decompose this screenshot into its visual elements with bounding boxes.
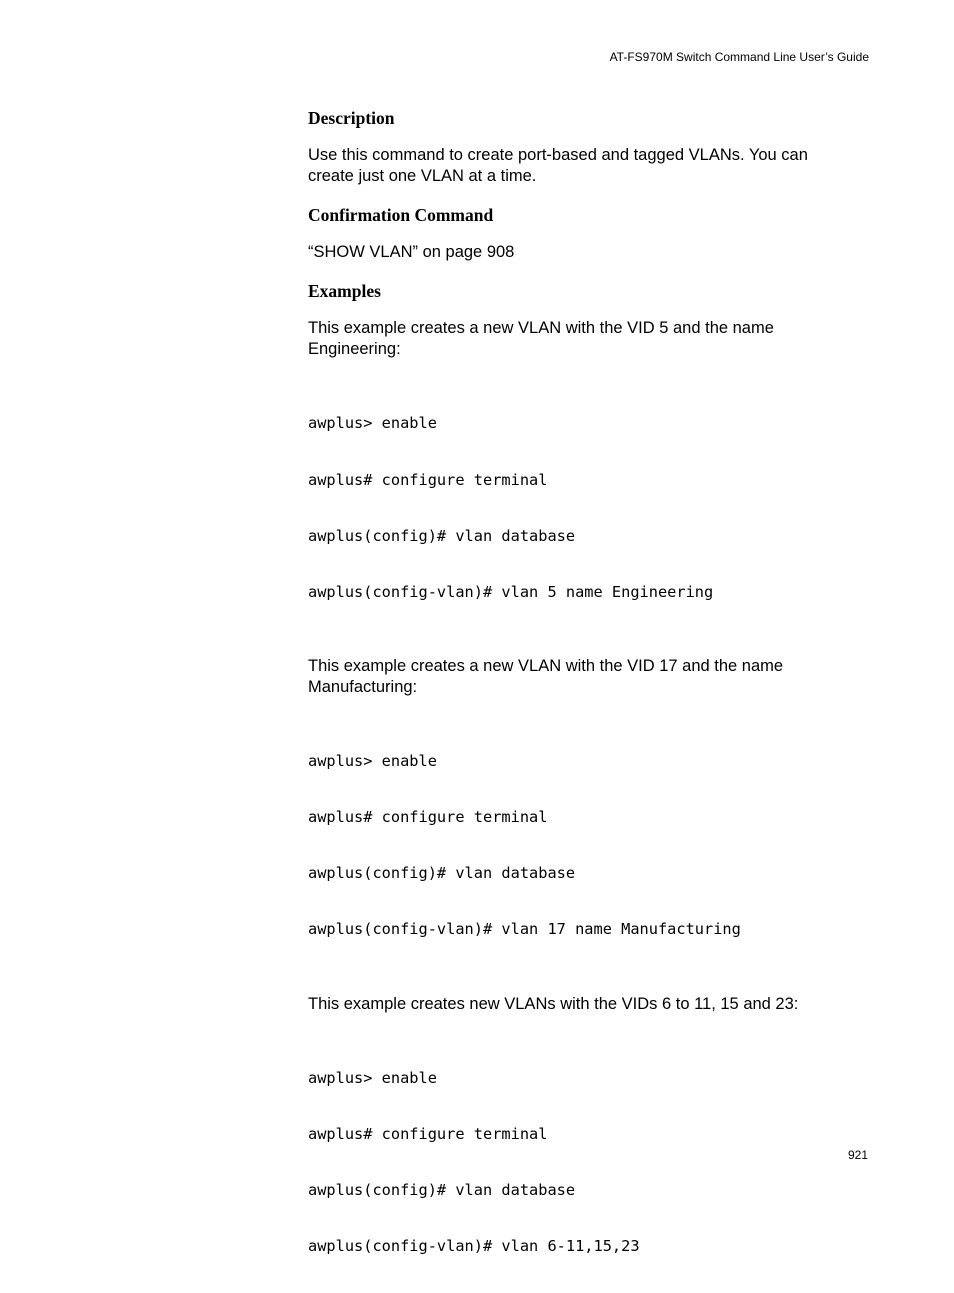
example-2-intro: This example creates a new VLAN with the VID 17 and the name Manufacturing:	[308, 656, 784, 696]
confirmation-heading: Confirmation Command	[308, 205, 494, 225]
example-1-intro: This example creates a new VLAN with the VID 5 and the name Engineering:	[308, 319, 774, 358]
code-line: awplus(config-vlan)# vlan 17 name Manufacturing	[308, 920, 741, 939]
example-3-code-block	[308, 1032, 848, 1293]
page-number: 921	[847, 1148, 868, 1162]
code-line: awplus> enable	[308, 752, 437, 771]
code-line: awplus> enable	[308, 1068, 437, 1087]
examples-heading: Examples	[308, 281, 381, 301]
example-3-intro: This example creates new VLANs with the VIDs 6 to 11, 15 and 23:	[308, 994, 799, 1013]
code-line: awplus(config)# vlan database	[308, 864, 576, 883]
confirmation-reference: “SHOW VLAN” on page 908	[308, 243, 515, 261]
example-1-code-block	[308, 377, 848, 639]
code-line: awplus# configure terminal	[308, 808, 548, 827]
code-line: awplus(config)# vlan database	[308, 526, 576, 545]
description-heading: Description	[308, 108, 395, 128]
code-line: awplus(config-vlan)# vlan 6-11,15,23	[308, 1237, 640, 1256]
description-text: Use this command to create port-based and tagged VLANs. You can create just one VLAN at a time.	[308, 146, 808, 185]
page-content	[308, 107, 848, 1293]
code-line: awplus(config-vlan)# vlan 5 name Engineering	[308, 582, 714, 601]
code-line: awplus> enable	[308, 414, 437, 433]
example-2-code-block	[308, 715, 848, 977]
code-line: awplus# configure terminal	[308, 470, 548, 489]
code-line: awplus(config)# vlan database	[308, 1181, 576, 1200]
code-line: awplus# configure terminal	[308, 1125, 548, 1144]
running-header: AT-FS970M Switch Command Line User’s Guide	[609, 50, 869, 64]
